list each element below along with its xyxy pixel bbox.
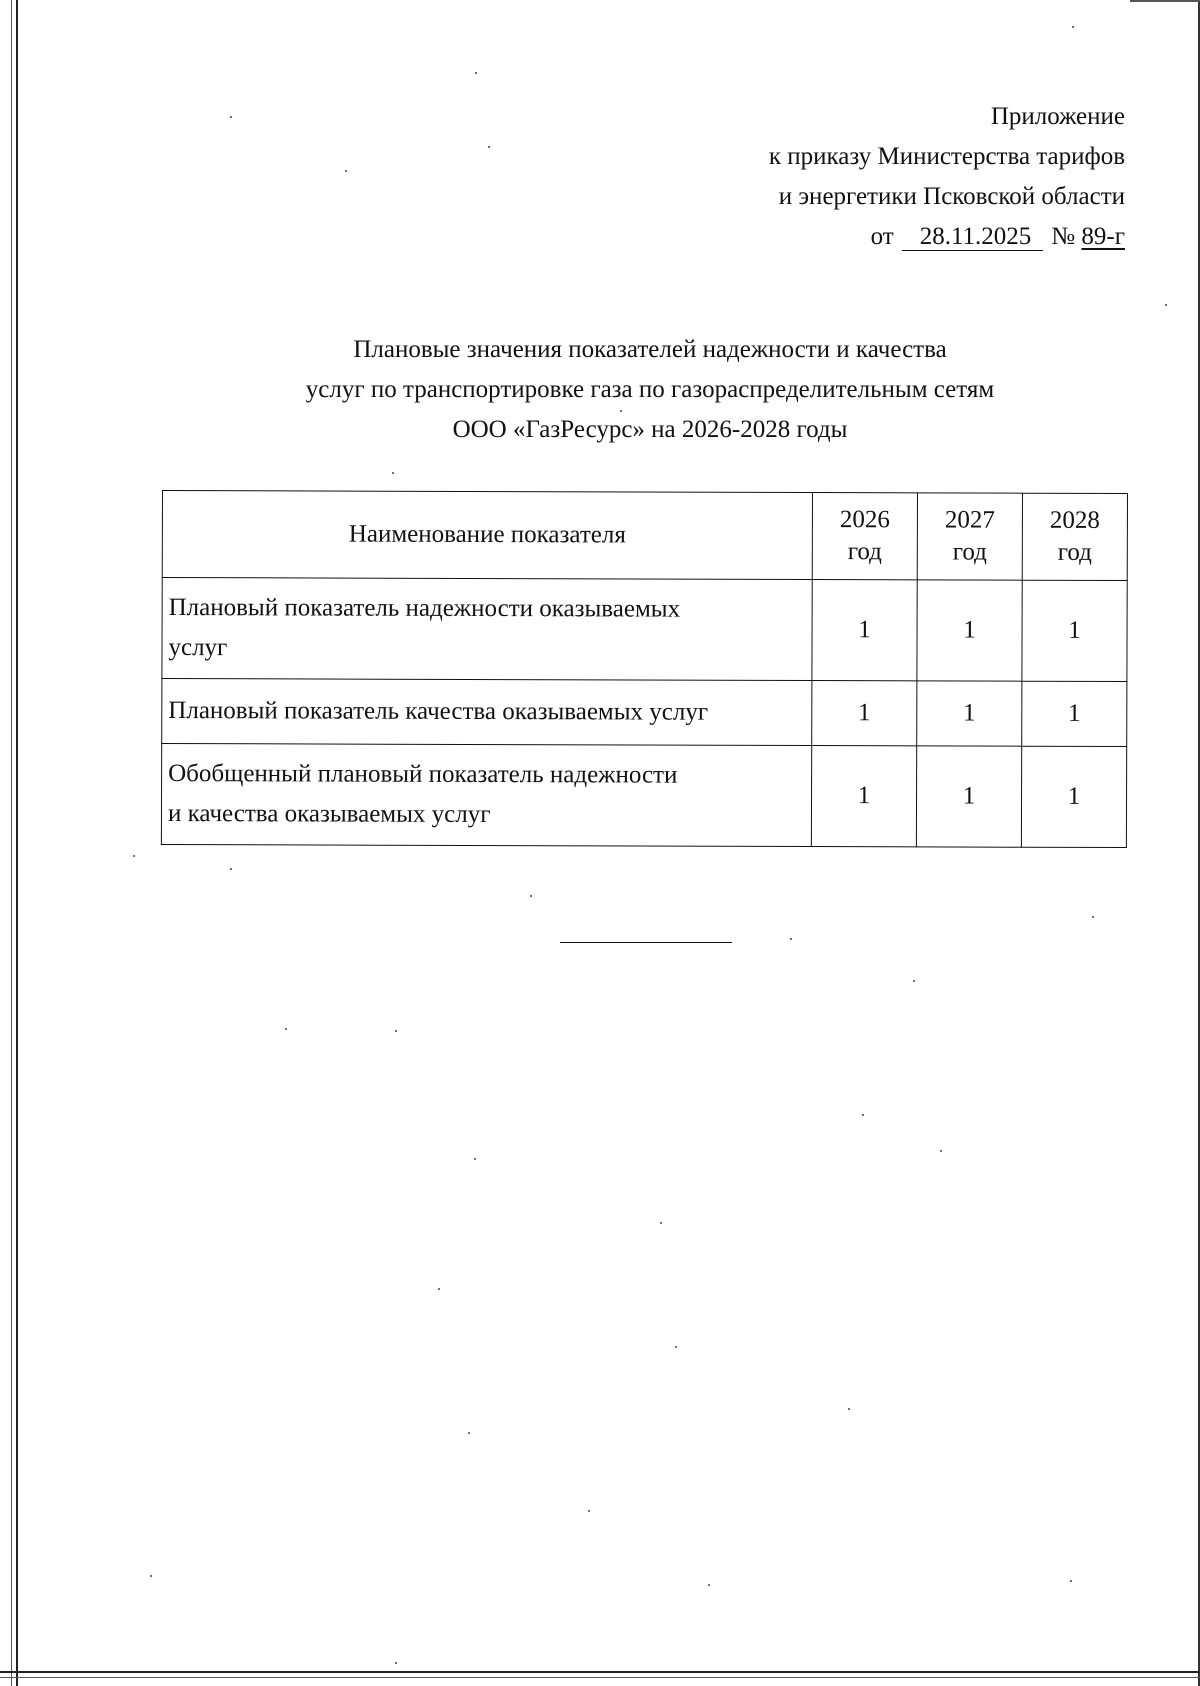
scan-speck <box>474 1158 476 1160</box>
scan-speck <box>530 895 532 897</box>
scan-speck <box>468 1432 470 1434</box>
header-year-2027 <box>917 493 1022 580</box>
scan-speck <box>675 1346 677 1348</box>
scan-speck <box>395 1662 397 1664</box>
header-year: 2026 <box>839 506 890 534</box>
value-2028: 1 <box>1022 580 1127 681</box>
date-prefix: от <box>870 223 894 250</box>
header-year: 2027 <box>944 506 995 534</box>
scan-speck <box>150 1575 152 1577</box>
scan-speck <box>848 1408 850 1410</box>
number-prefix: № <box>1051 223 1076 250</box>
scan-speck <box>620 410 622 412</box>
document-title <box>230 330 1070 450</box>
scan-border-top <box>1130 0 1200 2</box>
table-row <box>162 679 1127 747</box>
title-line-3: ООО «ГазРесурс» на 2026-2028 годы <box>452 416 848 443</box>
scan-speck <box>285 1028 287 1030</box>
header-year-2026 <box>812 493 917 580</box>
indicators-table <box>161 490 1128 848</box>
scan-border-bottom <box>0 1671 1200 1678</box>
header-year-unit: год <box>1057 538 1092 566</box>
header-indicator-name: Наименование показателя <box>162 491 812 580</box>
scan-speck <box>392 472 394 474</box>
scan-speck <box>1092 916 1094 918</box>
end-of-document-rule <box>560 942 732 943</box>
scan-speck <box>940 1150 942 1152</box>
header-year-unit: год <box>952 538 987 566</box>
value-2026: 1 <box>812 580 917 681</box>
indicator-name <box>162 679 812 746</box>
indicator-name-line: услуг <box>168 634 228 662</box>
scan-speck <box>1070 1580 1072 1582</box>
scan-speck <box>588 1510 590 1512</box>
value-2028: 1 <box>1021 746 1126 847</box>
scan-border-left <box>0 0 18 1686</box>
title-line-1: Плановые значения показателей надежности и качества <box>353 336 947 363</box>
indicator-name-line: и качества оказываемых услуг <box>167 800 491 829</box>
indicator-name-line: Обобщенный плановый показатель надежности <box>168 760 678 789</box>
scan-speck <box>475 72 477 74</box>
scan-speck <box>862 1114 864 1116</box>
appendix-title: Приложение <box>990 103 1125 130</box>
scan-speck <box>708 1584 710 1586</box>
appendix-block <box>769 97 1125 257</box>
header-year: 2028 <box>1049 506 1100 534</box>
indicator-name <box>162 578 812 681</box>
header-year-unit: год <box>847 538 882 566</box>
indicator-name-line: Плановый показатель качества оказываемых услуг <box>168 697 709 726</box>
value-2027: 1 <box>916 746 1021 847</box>
value-2028: 1 <box>1022 681 1127 746</box>
scan-speck <box>230 868 232 870</box>
title-line-2: услуг по транспортировке газа по газораспределительным сетям <box>305 376 995 403</box>
order-date: 28.11.2025 <box>902 224 1044 251</box>
scan-speck <box>438 1288 440 1290</box>
scan-speck <box>913 980 915 982</box>
scan-speck <box>488 146 490 148</box>
scan-speck <box>660 1222 662 1224</box>
table-row <box>161 744 1126 848</box>
table-header-row <box>162 491 1127 581</box>
appendix-date-number-line <box>769 217 1125 257</box>
scan-speck <box>345 170 347 172</box>
value-2027: 1 <box>917 681 1022 746</box>
header-year-2028 <box>1022 493 1127 580</box>
indicator-name-line: Плановый показатель надежности оказываемых <box>168 594 681 623</box>
indicator-name <box>161 744 811 847</box>
appendix-order-line: к приказу Министерства тарифов <box>768 143 1125 170</box>
table-row <box>162 578 1127 682</box>
order-number: 89-г <box>1081 223 1125 250</box>
value-2026: 1 <box>812 681 917 746</box>
scan-speck <box>395 1030 397 1032</box>
value-2027: 1 <box>917 580 1022 681</box>
value-2026: 1 <box>811 746 916 847</box>
scan-speck <box>1072 26 1074 28</box>
scan-speck <box>230 116 232 118</box>
scan-speck <box>790 938 792 940</box>
scan-speck <box>133 855 135 857</box>
appendix-ministry-line: и энергетики Псковской области <box>778 183 1125 210</box>
scan-speck <box>1165 304 1167 306</box>
